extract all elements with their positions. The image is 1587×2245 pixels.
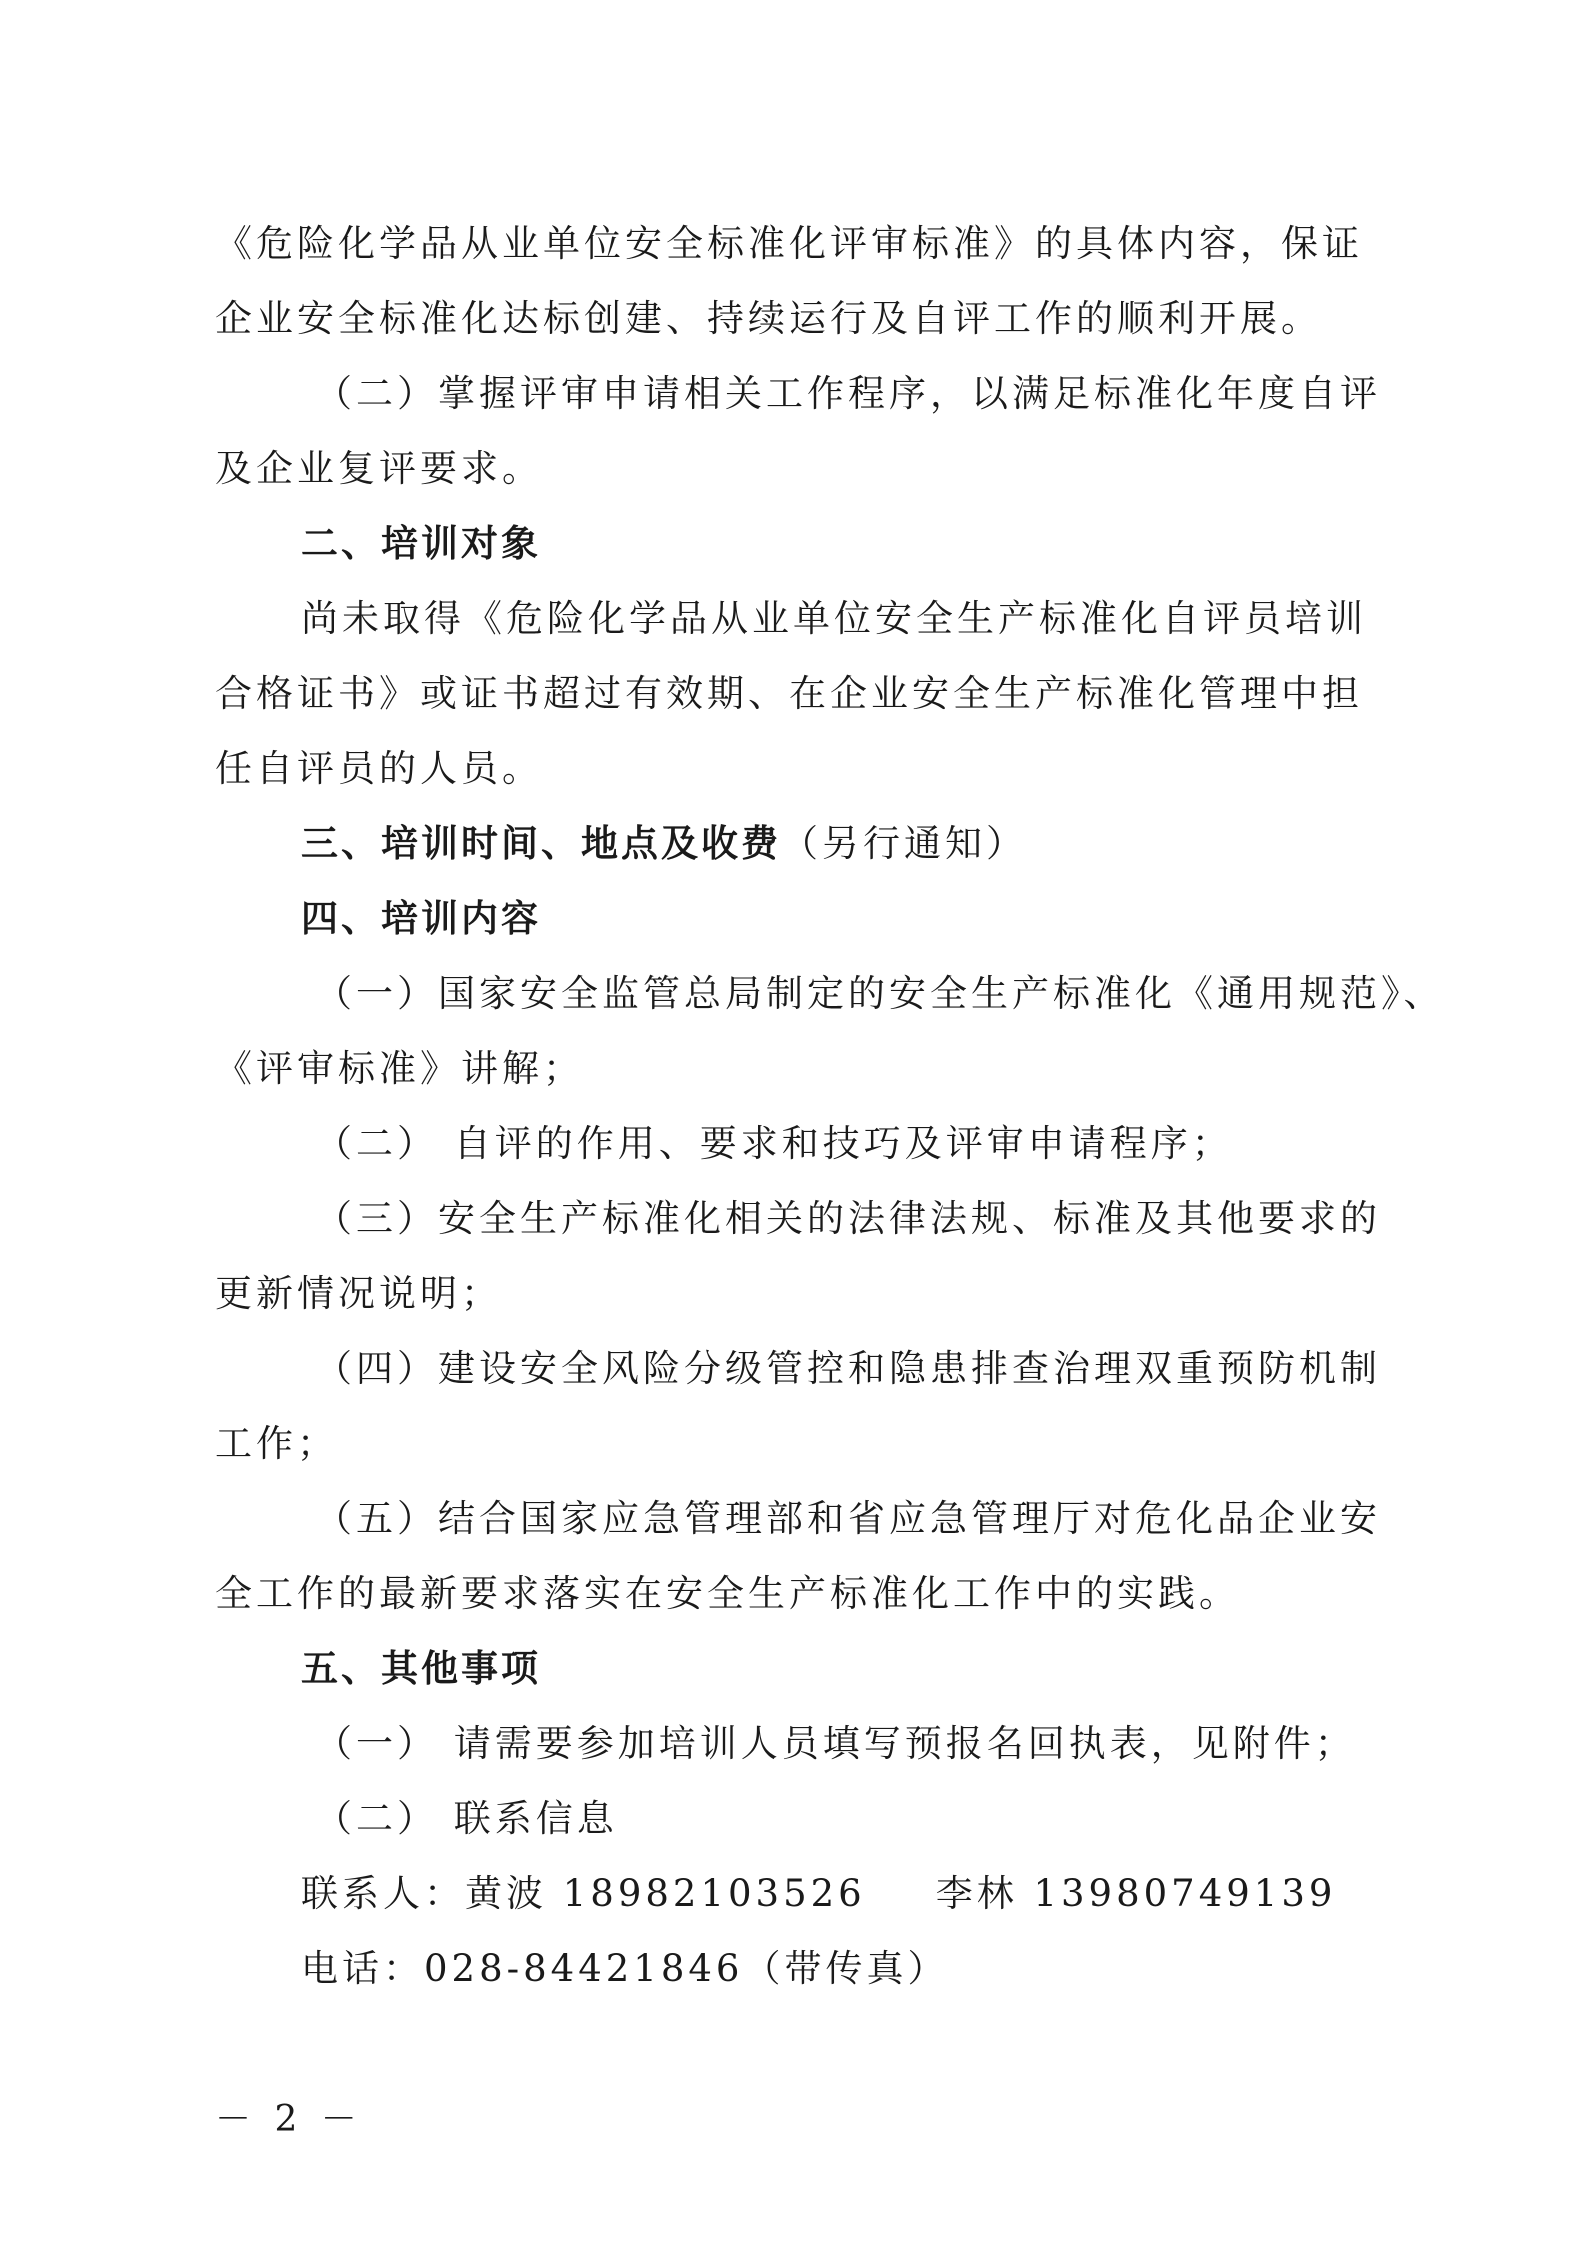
- contact-person-1: 黄波 18982103526: [465, 1872, 866, 1915]
- paragraph-line: 尚未取得《危险化学品从业单位安全生产标准化自评员培训: [301, 597, 1367, 640]
- paragraph-line: （二）掌握评审申请相关工作程序，以满足标准化年度自评: [315, 372, 1381, 415]
- paragraph-line: 更新情况说明；: [215, 1272, 502, 1315]
- paragraph-line: 《危险化学品从业单位安全标准化评审标准》的具体内容，保证: [215, 222, 1363, 265]
- paragraph-line: 全工作的最新要求落实在安全生产标准化工作中的实践。: [215, 1572, 1240, 1615]
- section-heading-4: 四、培训内容: [301, 897, 541, 940]
- paragraph-line: （四）建设安全风险分级管控和隐患排查治理双重预防机制: [315, 1347, 1381, 1390]
- contact-person-2: 李林 13980749139: [935, 1872, 1337, 1915]
- section-heading-5: 五、其他事项: [301, 1647, 541, 1690]
- document-body: [215, 206, 1445, 2006]
- paragraph-line: （三）安全生产标准化相关的法律法规、标准及其他要求的: [315, 1197, 1381, 1240]
- page-number: － 2 －: [215, 2099, 363, 2140]
- paragraph-line: 及企业复评要求。: [215, 447, 543, 490]
- paragraph-line: （五）结合国家应急管理部和省应急管理厅对危化品企业安: [315, 1497, 1381, 1540]
- paragraph-line: 合格证书》或证书超过有效期、在企业安全生产标准化管理中担: [215, 672, 1363, 715]
- paragraph-line: （一） 请需要参加培训人员填写预报名回执表，见附件；: [315, 1722, 1356, 1765]
- section-heading-3-text: 三、培训时间、地点及收费: [301, 822, 781, 865]
- paragraph-line: 任自评员的人员。: [215, 747, 543, 790]
- paragraph-line: （一）国家安全监管总局制定的安全生产标准化《通用规范》、: [315, 972, 1445, 1015]
- paragraph-line: 工作；: [215, 1422, 338, 1465]
- section-heading-2: 二、培训对象: [301, 522, 541, 565]
- contact-line: [215, 1856, 1395, 1931]
- section-heading-3-note: （另行通知）: [781, 822, 1027, 865]
- paragraph-line: 《评审标准》讲解；: [215, 1047, 584, 1090]
- section-heading-3: [215, 806, 1395, 881]
- paragraph-line: 企业安全标准化达标创建、持续运行及自评工作的顺利开展。: [215, 297, 1322, 340]
- paragraph-line: （二） 自评的作用、要求和技巧及评审申请程序；: [315, 1122, 1233, 1165]
- paragraph-line: （二） 联系信息: [315, 1797, 618, 1840]
- contact-label: 联系人：: [301, 1872, 465, 1915]
- phone-line: 电话：028-84421846（带传真）: [301, 1947, 949, 1990]
